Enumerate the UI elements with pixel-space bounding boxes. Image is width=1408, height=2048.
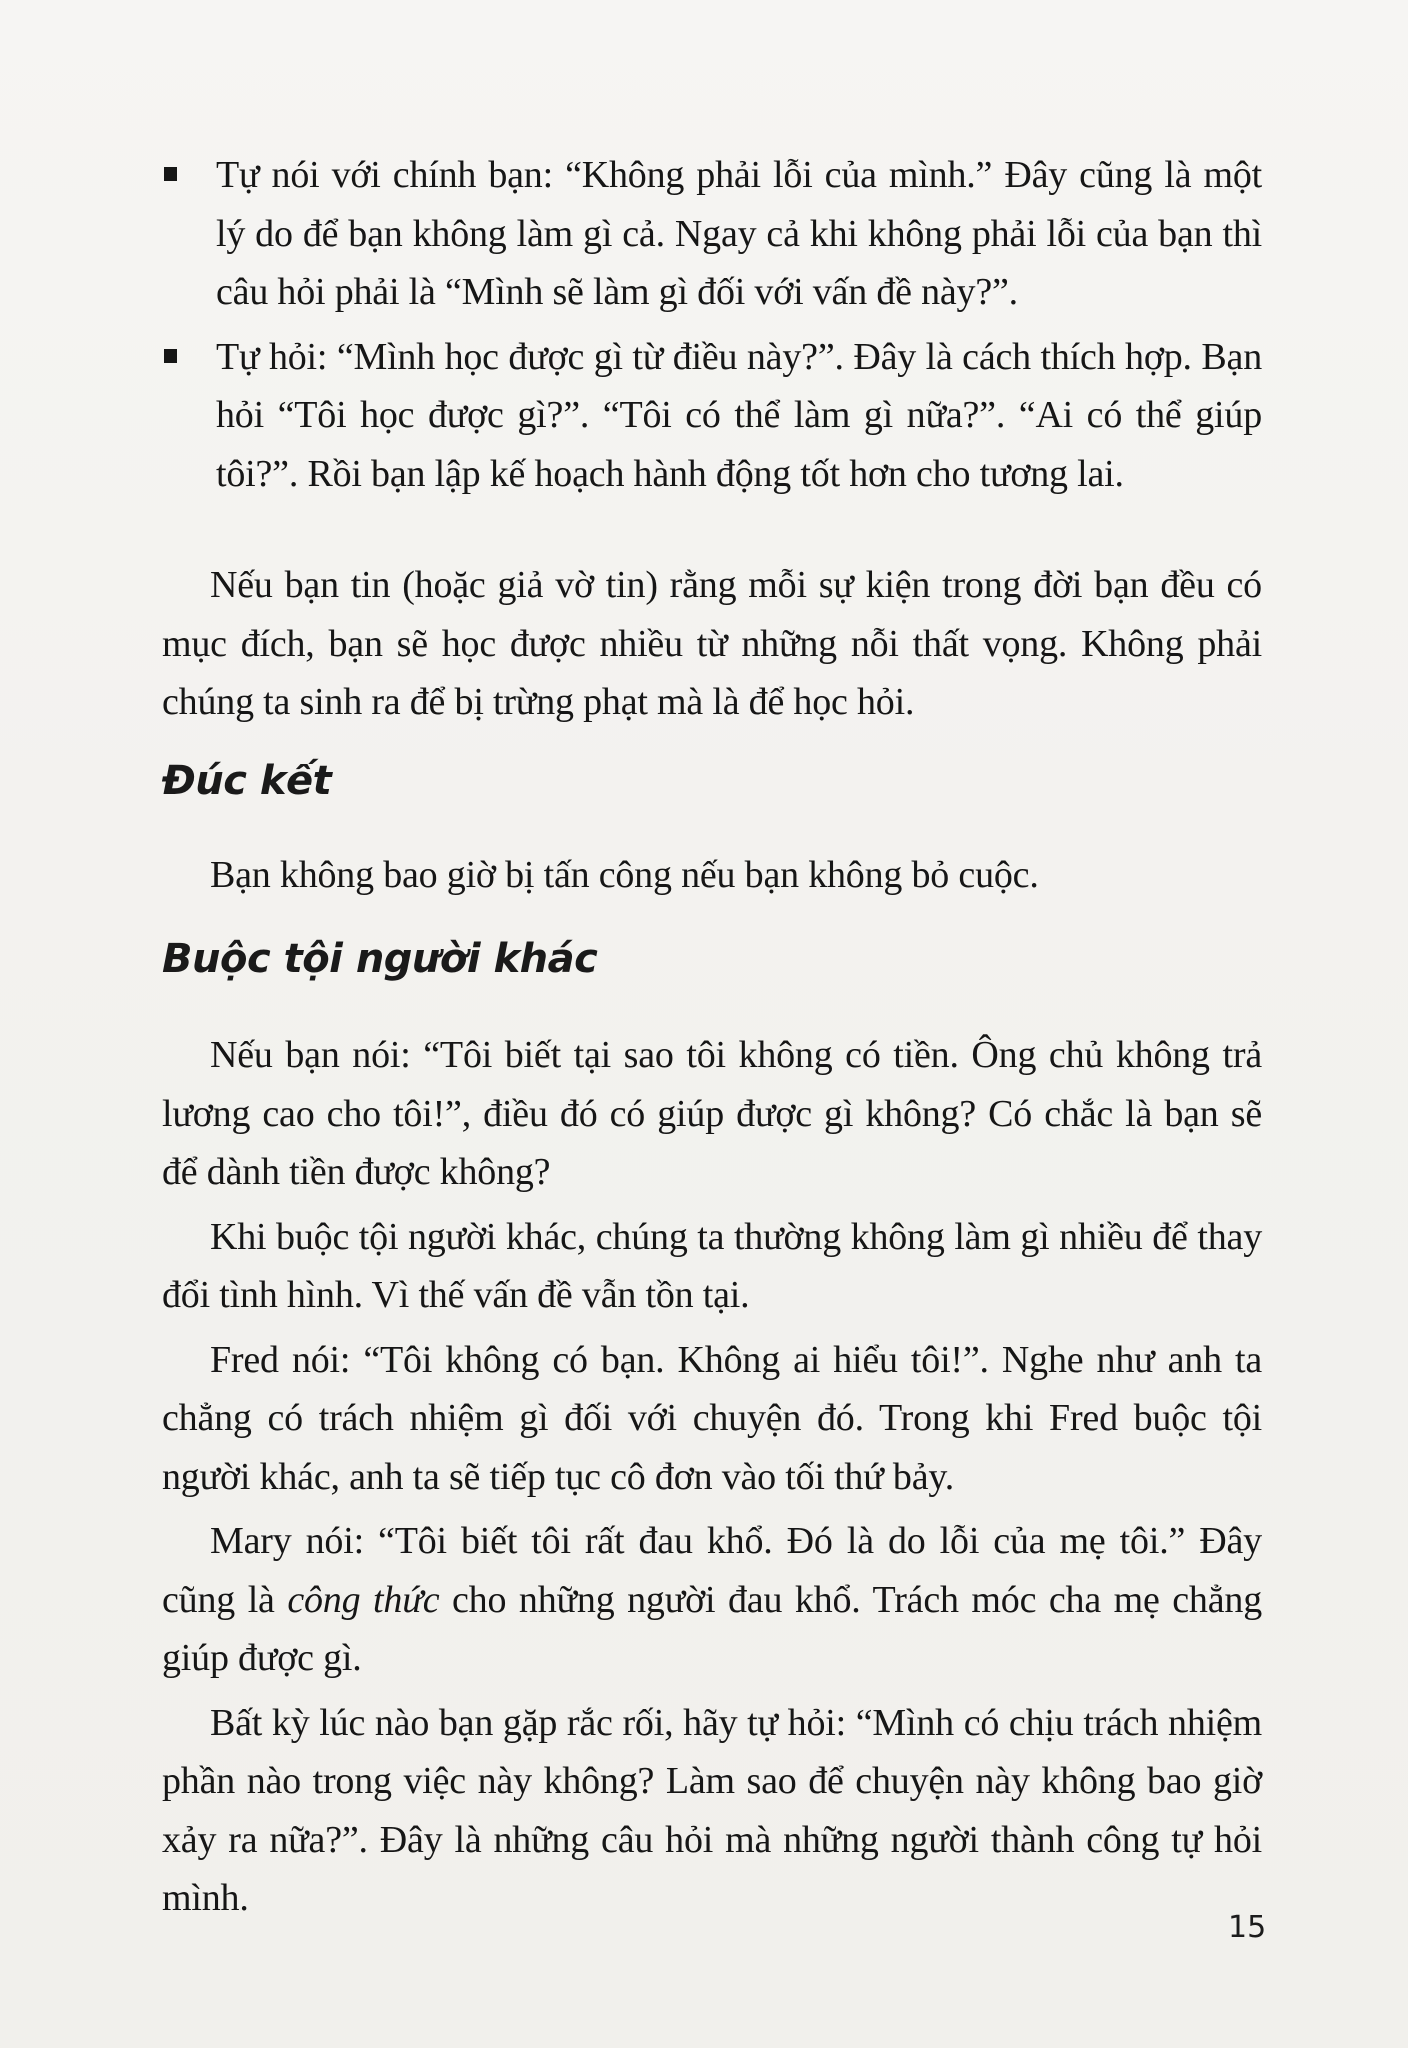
square-bullet-icon bbox=[164, 167, 177, 181]
emphasis-text: công thức bbox=[287, 1578, 440, 1621]
intro-paragraph: Nếu bạn tin (hoặc giả vờ tin) rằng mỗi sự kiện trong đời bạn đều có mục đích, bạn sẽ học được nhiều từ những nỗi thất vọng. Không phải chúng ta sinh ra để bị trừng phạt mà là để học hỏi. bbox=[162, 564, 1262, 723]
bullet-item bbox=[162, 146, 1262, 322]
intro-block bbox=[162, 556, 1262, 732]
square-bullet-icon bbox=[164, 349, 177, 363]
bullet-item bbox=[162, 328, 1262, 504]
mary-text-part1: Mary nói: “Tôi biết tôi rất đau khổ. Đó là do lỗi của mẹ tôi.” Đây cũng là bbox=[162, 1520, 1262, 1621]
mary-text-part2: cho những người đau khổ. Trách móc cha mẹ chẳng giúp được gì. bbox=[162, 1578, 1262, 1679]
blame-block bbox=[162, 1026, 1262, 1928]
bullet-text: Tự hỏi: “Mình học được gì từ điều này?”. Đây là cách thích hợp. Bạn hỏi “Tôi học được gì?”. “Tôi có thể làm gì nữa?”. “Ai có thể giúp tôi?”. Rồi bạn lập kế hoạch hành động tốt hơn cho tương lai. bbox=[216, 335, 1262, 495]
section-heading-blame: Buộc tội người khác bbox=[162, 936, 598, 982]
bullet-text: Tự nói với chính bạn: “Không phải lỗi của mình.” Đây cũng là một lý do để bạn không làm gì cả. Ngay cả khi không phải lỗi của bạn thì câu hỏi phải là “Mình sẽ làm gì đối với vấn đề này?”. bbox=[216, 154, 1262, 313]
closing-paragraph: Bất kỳ lúc nào bạn gặp rắc rối, hãy tự hỏi: “Mình có chịu trách nhiệm phần nào trong việc này không? Làm sao để chuyện này không bao giờ xảy ra nữa?”. Đây là những câu hỏi mà những người thành công tự hỏi mình. bbox=[162, 1701, 1262, 1919]
body-paragraph-mary bbox=[162, 1512, 1262, 1688]
summary-paragraph: Bạn không bao giờ bị tấn công nếu bạn không bỏ cuộc. bbox=[210, 854, 1039, 896]
body-paragraph: Fred nói: “Tôi không có bạn. Không ai hiểu tôi!”. Nghe như anh ta chẳng có trách nhiệm gì đối với chuyện đó. Trong khi Fred buộc tội người khác, anh ta sẽ tiếp tục cô đơn vào tối thứ bảy. bbox=[162, 1338, 1262, 1498]
bullet-list bbox=[162, 146, 1262, 503]
section-heading-summary: Đúc kết bbox=[162, 758, 332, 804]
summary-block bbox=[162, 846, 1262, 905]
body-paragraph: Nếu bạn nói: “Tôi biết tại sao tôi không có tiền. Ông chủ không trả lương cao cho tôi!”, điều đó có giúp được gì không? Có chắc là bạn sẽ để dành tiền được không? bbox=[162, 1034, 1262, 1193]
body-paragraph: Khi buộc tội người khác, chúng ta thường không làm gì nhiều để thay đổi tình hình. Vì thế vấn đề vẫn tồn tại. bbox=[162, 1215, 1262, 1316]
page-number: 15 bbox=[1228, 1910, 1267, 1945]
